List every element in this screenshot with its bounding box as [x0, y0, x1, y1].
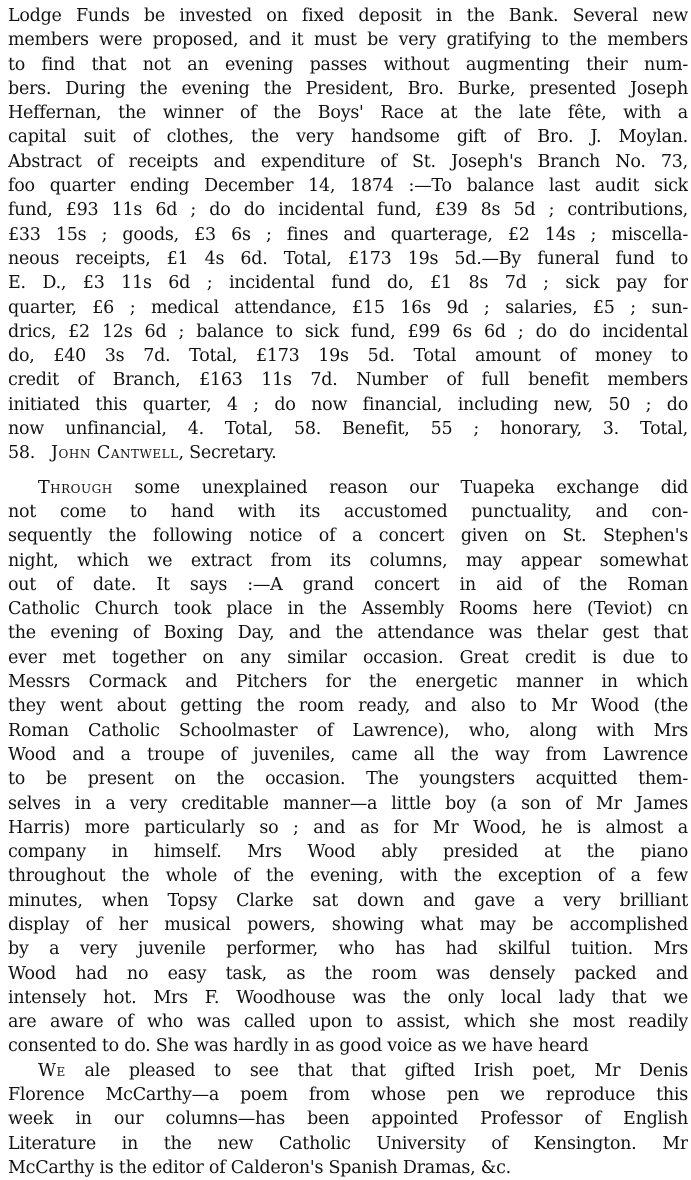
text-fragment: ale pleased to see that that gifted Irish poet, Mr Denis: [65, 1060, 688, 1081]
text-line: sequently the following notice of a concert given on St. Stephen's: [8, 526, 688, 547]
text-line-first: [8, 476, 688, 500]
text-line: to be present on the occasion. The youngsters acquitted them-: [8, 769, 688, 790]
text-line-with-signature: [8, 441, 688, 465]
text-line: night, which we extract from its columns, may appear somewhat: [8, 550, 688, 571]
signature-title: , Secretary.: [178, 443, 277, 464]
text-line: Lodge Funds be invested on fixed deposit in the Bank. Several new: [8, 6, 688, 26]
text-line: company in himself. Mrs Wood ably presided at the piano: [8, 842, 688, 863]
paragraph-concert-notice: [8, 476, 688, 1059]
text-line: do, £40 3s 7d. Total, £173 19s 5d. Total amount of money to: [8, 346, 688, 367]
text-line: Catholic Church took place in the Assembly Rooms here (Teviot) cn: [8, 599, 688, 620]
text-line: out of date. It says :—A grand concert in aid of the Roman: [8, 574, 688, 595]
text-line: throughout the whole of the evening, with the exception of a few: [8, 866, 688, 887]
text-line: capital suit of clothes, the very handsome gift of Bro. J. Moylan.: [8, 127, 688, 148]
text-line: Abstract of receipts and expenditure of St. Joseph's Branch No. 73,: [8, 151, 688, 172]
text-line: Wood and a troupe of juveniles, came all the way from Lawrence: [8, 744, 688, 765]
text-fragment: 58.: [8, 443, 36, 464]
paragraph-mccarthy-notice: [8, 1059, 688, 1180]
text-line: £33 15s ; goods, £3 6s ; fines and quarterage, £2 14s ; miscella-: [8, 224, 688, 245]
text-line: the evening of Boxing Day, and the attendance was thelar gest that: [8, 623, 688, 644]
text-line: Harris) more particularly so ; and as for Mr Wood, he is almost a: [8, 817, 688, 838]
text-line: McCarthy is the editor of Calderon's Spanish Dramas, &c.: [8, 1157, 511, 1178]
text-line: fund, £93 11s 6d ; do do incidental fund, £39 8s 5d ; contributions,: [8, 200, 688, 221]
text-line: drics, £2 12s 6d ; balance to sick fund, £99 6s 6d ; do do incidental: [8, 321, 688, 342]
paragraph-lead-word: Through: [38, 477, 113, 498]
text-line: now unfinancial, 4. Total, 58. Benefit, 55 ; honorary, 3. Total,: [8, 419, 688, 440]
text-line: E. D., £3 11s 6d ; incidental fund do, £1 8s 7d ; sick pay for: [8, 273, 688, 294]
text-line: by a very juvenile performer, who has had skilful tuition. Mrs: [8, 939, 688, 960]
text-line: to find that not an evening passes without augmenting their num-: [8, 54, 688, 75]
text-line: Florence McCarthy—a poem from whose pen we reproduce this: [8, 1085, 688, 1106]
newspaper-column: [8, 4, 688, 1180]
paragraph-lead-word: We: [38, 1060, 66, 1081]
text-line: consented to do. She was hardly in as good voice as we have heard: [8, 1036, 589, 1057]
text-line: credit of Branch, £163 11s 7d. Number of full benefit members: [8, 370, 688, 391]
text-line: Roman Catholic Schoolmaster of Lawrence), who, along with Mrs: [8, 720, 688, 741]
text-line: initiated this quarter, 4 ; do now financial, including new, 50 ; do: [8, 394, 688, 415]
text-line: selves in a very creditable manner—a little boy (a son of Mr James: [8, 793, 688, 814]
paragraph-lodge-report: [8, 4, 688, 466]
text-line: members were proposed, and it must be very gratifying to the members: [8, 30, 688, 51]
text-line: ever met together on any similar occasion. Great credit is due to: [8, 647, 688, 668]
text-line: Literature in the new Catholic University of Kensington. Mr: [8, 1133, 688, 1154]
text-line: minutes, when Topsy Clarke sat down and gave a very brilliant: [8, 890, 688, 911]
text-line: foo quarter ending December 14, 1874 :—To balance last audit sick: [8, 176, 688, 197]
text-line: not come to hand with its accustomed punctuality, and con-: [8, 501, 688, 522]
text-line: Messrs Cormack and Pitchers for the energetic manner in which: [8, 672, 688, 693]
text-line-first: [8, 1059, 688, 1083]
text-line: week in our columns—has been appointed Professor of English: [8, 1109, 688, 1130]
text-line: intensely hot. Mrs F. Woodhouse was the only local lady that we: [8, 987, 688, 1008]
text-line: bers. During the evening the President, Bro. Burke, presented Joseph: [8, 78, 688, 99]
text-line: display of her musical powers, showing what may be accomplished: [8, 914, 688, 935]
text-fragment: some unexplained reason our Tuapeka exchange did: [112, 477, 688, 498]
signature-name: John Cantwell: [51, 443, 179, 464]
text-line: Heffernan, the winner of the Boys' Race at the late fête, with a: [8, 103, 688, 124]
text-line: neous receipts, £1 4s 6d. Total, £173 19s 5d.—By funeral fund to: [8, 248, 688, 269]
text-line: are aware of who was called upon to assist, which she most readily: [8, 1012, 688, 1033]
text-line: Wood had no easy task, as the room was densely packed and: [8, 963, 688, 984]
text-line: they went about getting the room ready, and also to Mr Wood (the: [8, 696, 688, 717]
text-line: quarter, £6 ; medical attendance, £15 16s 9d ; salaries, £5 ; sun-: [8, 297, 688, 318]
